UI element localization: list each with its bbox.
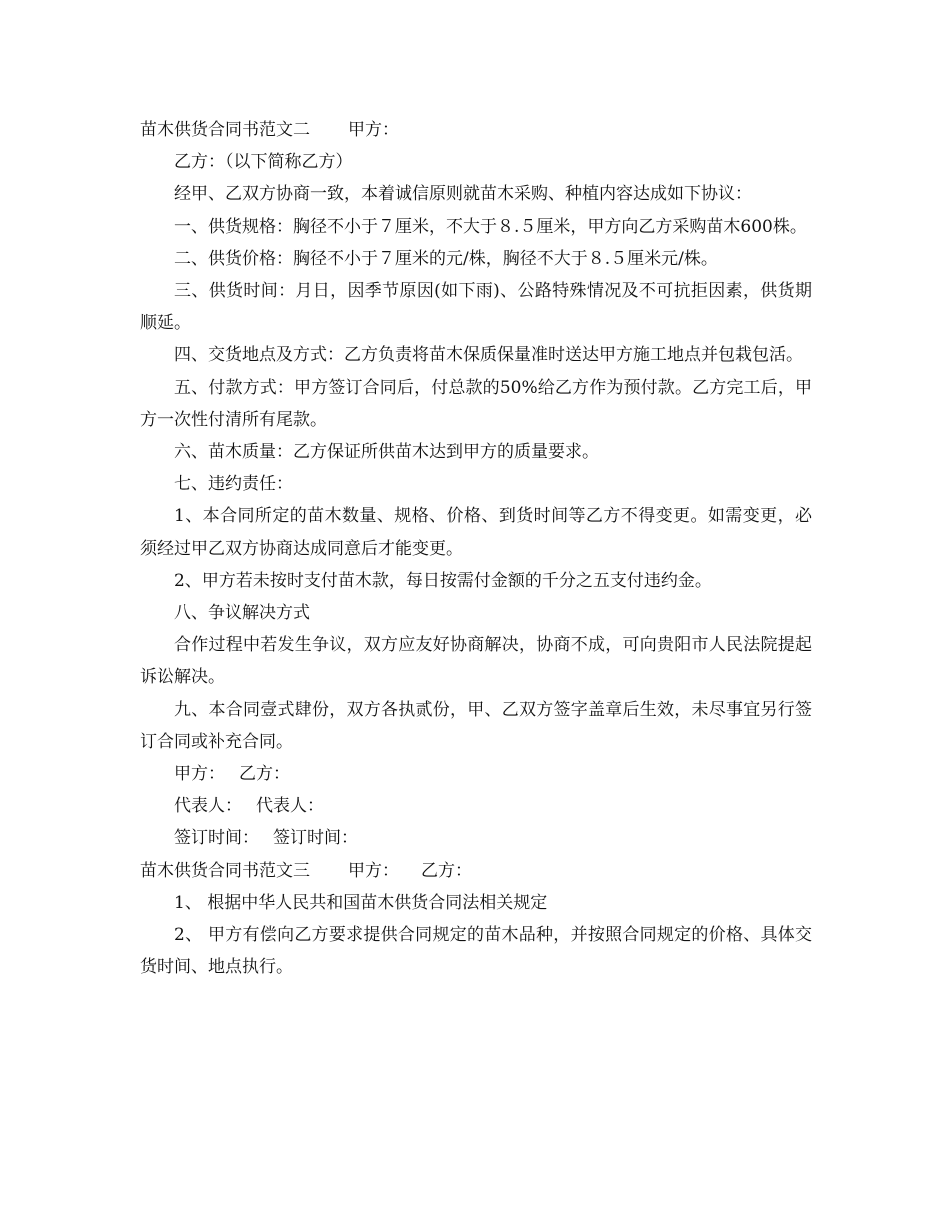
representative-a: 代表人： bbox=[174, 796, 242, 817]
section2-party-a: 甲方： bbox=[348, 120, 399, 140]
clause-8-text: 合作过程中若发生争议，双方应友好协商解决，协商不成，可向贵阳市人民法院提起诉讼解决。 bbox=[140, 635, 812, 688]
section3-title: 苗木供货合同书范文三 bbox=[140, 860, 310, 881]
section2-title: 苗木供货合同书范文二 bbox=[140, 120, 310, 140]
clause-8: 八、争议解决方式 bbox=[174, 603, 310, 624]
section3-item-2: 2、 甲方有偿向乙方要求提供合同规定的苗木品种，并按照合同规定的价格、具体交货时间、地点执行。 bbox=[140, 925, 812, 978]
section2-heading-line bbox=[140, 114, 812, 146]
clause-1: 一、供货规格：胸径不小于７厘米，不大于８.５厘米，甲方向乙方采购苗木600株。 bbox=[174, 216, 807, 237]
signature-party-a: 甲方： bbox=[174, 764, 225, 785]
clause-7-2: 2、甲方若未按时支付苗木款，每日按需付金额的千分之五支付违约金。 bbox=[174, 570, 712, 591]
signature-representative-line bbox=[140, 790, 812, 822]
section3-party-b: 乙方： bbox=[421, 860, 472, 881]
sign-date-b: 签订时间： bbox=[273, 828, 358, 849]
signature-party-b: 乙方： bbox=[239, 764, 290, 785]
clause-5: 五、付款方式：甲方签订合同后，付总款的50%给乙方作为预付款。乙方完工后，甲方一次性付清所有尾款。 bbox=[140, 377, 812, 430]
clause-9: 九、本合同壹式肆份，双方各执贰份，甲、乙双方签字盖章后生效，未尽事宜另行签订合同或补充合同。 bbox=[140, 699, 812, 752]
sign-date-a: 签订时间： bbox=[174, 828, 259, 849]
signature-date-line bbox=[140, 822, 812, 854]
clause-2: 二、供货价格：胸径不小于７厘米的元/株，胸径不大于８.５厘米元/株。 bbox=[174, 248, 718, 269]
section2-intro: 经甲、乙双方协商一致，本着诚信原则就苗木采购、种植内容达成如下协议： bbox=[174, 184, 752, 205]
section3-party-a: 甲方： bbox=[348, 860, 399, 881]
clause-6: 六、苗木质量：乙方保证所供苗木达到甲方的质量要求。 bbox=[174, 442, 599, 463]
clause-7-1: 1、本合同所定的苗木数量、规格、价格、到货时间等乙方不得变更。如需变更，必须经过甲乙双方协商达成同意后才能变更。 bbox=[140, 506, 812, 559]
clause-7: 七、违约责任： bbox=[174, 474, 293, 495]
section3-heading-line bbox=[140, 855, 812, 887]
document-body bbox=[140, 114, 812, 983]
signature-party-line bbox=[140, 758, 812, 790]
section2-party-b: 乙方：（以下简称乙方） bbox=[174, 152, 353, 173]
clause-3: 三、供货时间：月日，因季节原因(如下雨)、公路特殊情况及不可抗拒因素，供货期顺延。 bbox=[140, 281, 812, 334]
section3-item-1: 1、 根据中华人民共和国苗木供货合同法相关规定 bbox=[174, 892, 548, 913]
clause-4: 四、交货地点及方式：乙方负责将苗木保质保量准时送达甲方施工地点并包栽包活。 bbox=[174, 345, 803, 366]
representative-b: 代表人： bbox=[256, 796, 324, 817]
